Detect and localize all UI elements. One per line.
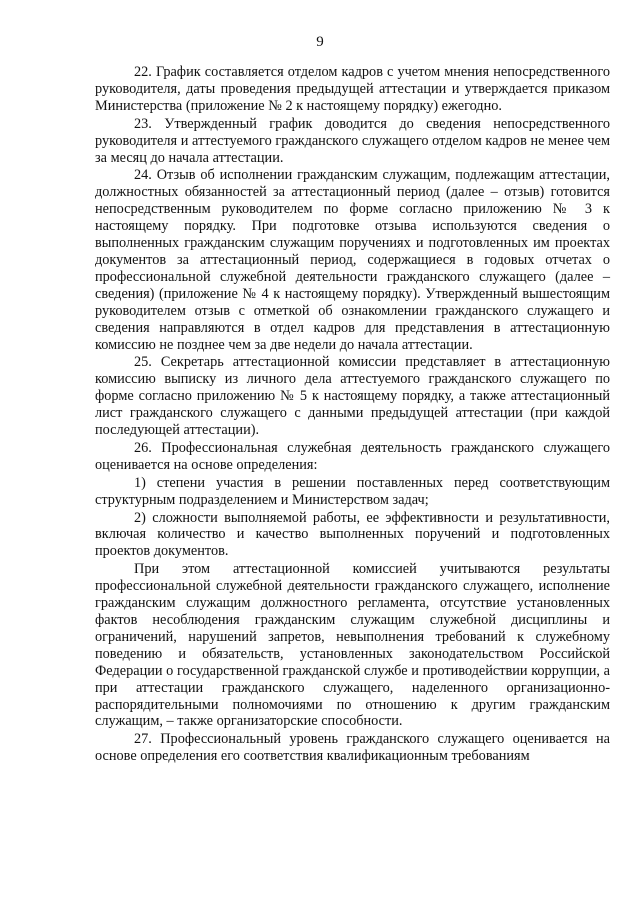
paragraph-27: 27. Профессиональный уровень гражданского служащего оценивается на основе определения его соответствия квалификационным требованиям bbox=[95, 731, 610, 765]
paragraph-22: 22. График составляется отделом кадров с учетом мнения непосредственного руководителя, даты проведения предыдущей аттестации и утверждается приказом Министерства (приложение № 2 к настоящему порядку) ежегодно. bbox=[95, 64, 610, 114]
paragraph-26: 26. Профессиональная служебная деятельность гражданского служащего оценивается на основе определения: bbox=[95, 439, 610, 473]
paragraph-26-note: При этом аттестационной комиссией учитываются результаты профессиональной служебной деятельности гражданского служащего, исполнение гражданским служащим должностного регламента, отсутствие установленных фактов несоблюдения гражданским служащим служебной дисциплины и ограничений, нарушений запретов, невыполнения требований к служебному поведению и обязательств, установленных законодательством Российской Федерации о государственной гражданской службе и противодействии коррупции, а при аттестации гражданского служащего, наделенного организационно-распорядительными полномочиями по отношению к другим гражданским служащим, – также организаторские способности. bbox=[95, 561, 610, 730]
list-item-1: 1) степени участия в решении поставленных перед соответствующим структурным подразделением и Министерством задач; bbox=[95, 474, 610, 508]
page-number: 9 bbox=[316, 34, 324, 50]
paragraph-24: 24. Отзыв об исполнении гражданским служащим, подлежащим аттестации, должностных обязанностей за аттестационный период (далее – отзыв) готовится непосредственным руководителем по форме согласно приложению № 3 к настоящему порядку. При подготовке отзыва используются сведения о выполненных гражданским служащим поручениях и подготовленных им проектах документов за аттестационный период, содержащиеся в годовых отчетах о профессиональной служебной деятельности гражданского служащего (далее – сведения) (приложение № 4 к настоящему порядку). Утвержденный вышестоящим руководителем отзыв с отметкой об ознакомлении гражданского служащего и сведения направляются в отдел кадров для представления в аттестационную комиссию не позднее чем за две недели до начала аттестации. bbox=[95, 167, 610, 353]
document-body bbox=[95, 64, 610, 765]
paragraph-25: 25. Секретарь аттестационной комиссии представляет в аттестационную комиссию выписку из личного дела аттестуемого гражданского служащего по форме согласно приложению № 5 к настоящему порядку, а также аттестационный лист гражданского служащего с данными предыдущей аттестации (при каждой последующей аттестации). bbox=[95, 354, 610, 439]
paragraph-23: 23. Утвержденный график доводится до сведения непосредственного руководителя и аттестуемого гражданского служащего отделом кадров не менее чем за месяц до начала аттестации. bbox=[95, 115, 610, 166]
list-item-2: 2) сложности выполняемой работы, ее эффективности и результативности, включая количество и качество выполненных поручений и подготовленных проектов документов. bbox=[95, 509, 610, 560]
